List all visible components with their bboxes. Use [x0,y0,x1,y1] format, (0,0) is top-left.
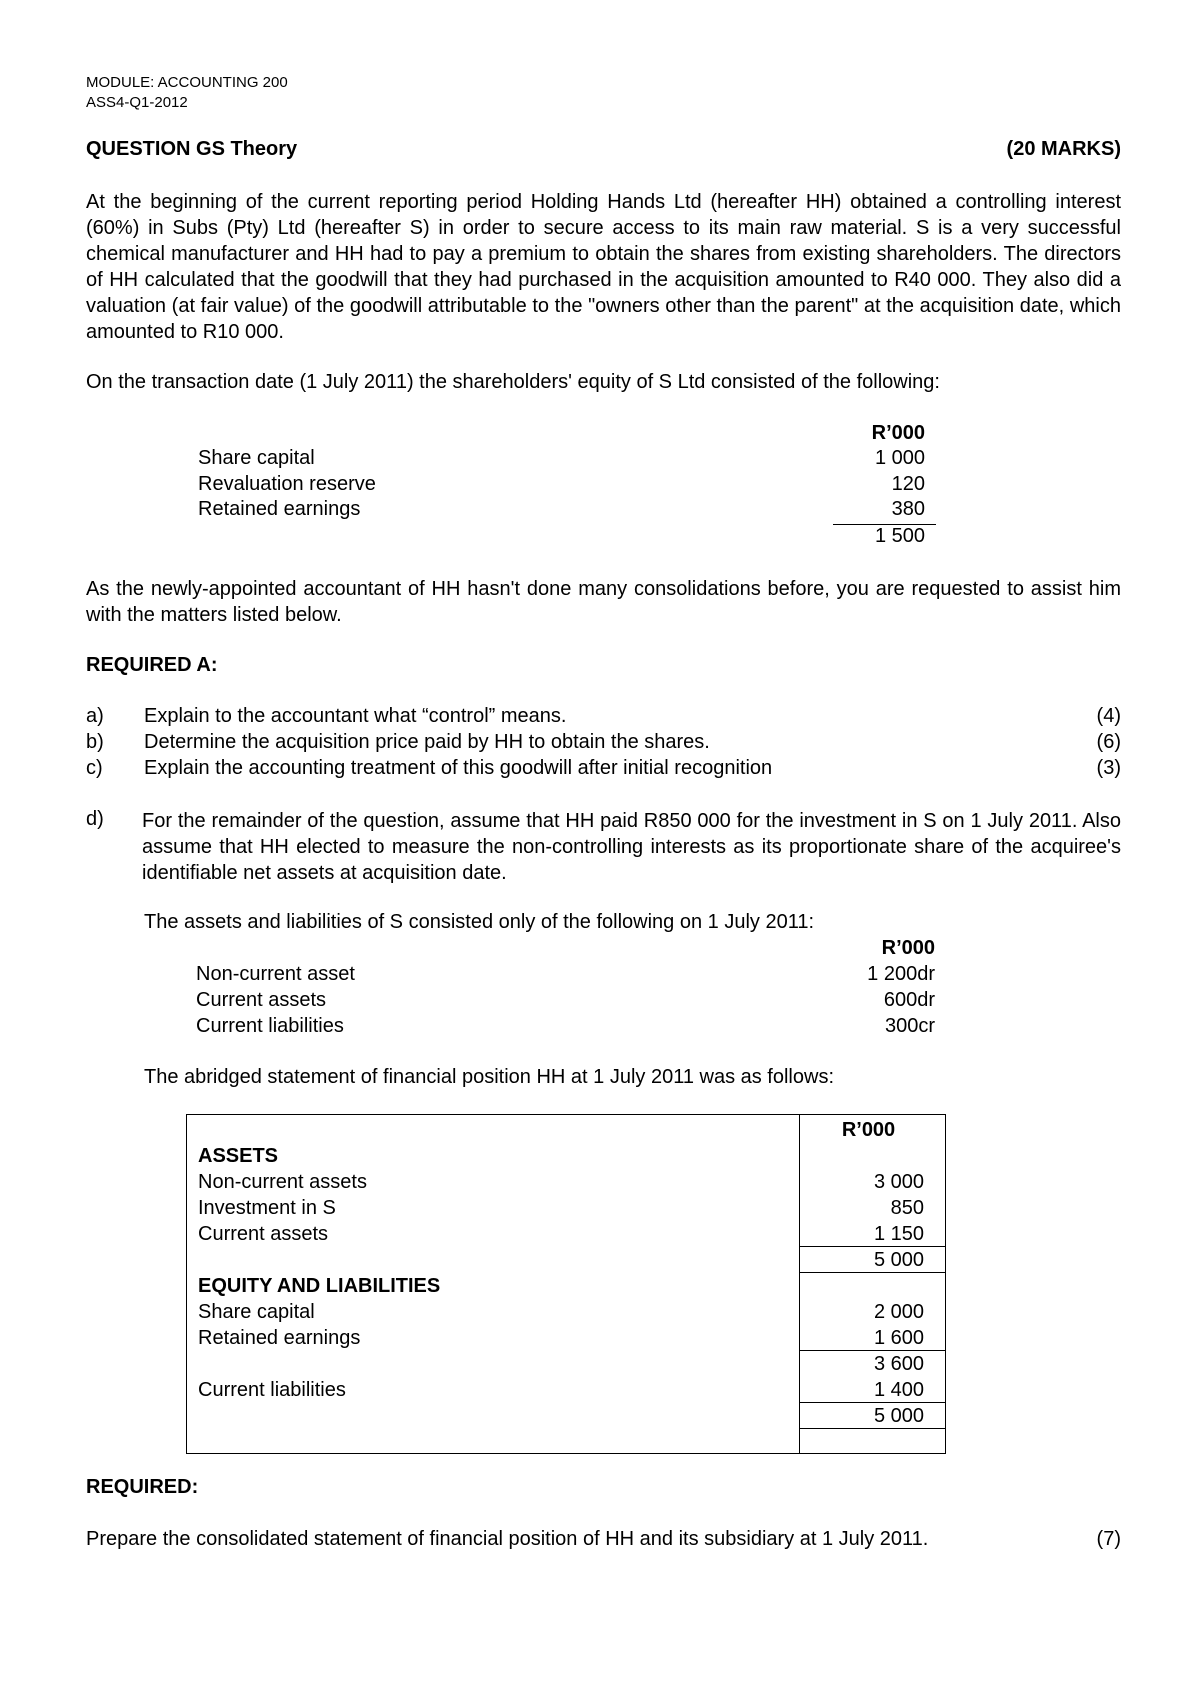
required-marks: (7) [1096,1528,1121,1550]
item-letter: c) [86,757,103,779]
sfp-row-value: 1 400 [873,1379,924,1401]
sfp-row-value: 1 150 [873,1223,924,1245]
item-marks: (3) [1096,757,1121,779]
asset-row-label: Non-current asset [196,963,355,985]
equity-row-label: Share capital [198,447,315,469]
equity-total: 1 500 [874,525,925,547]
sfp-intro: The abridged statement of financial position HH at 1 July 2011 was as follows: [144,1066,834,1088]
asset-row-value: 600dr [883,989,935,1011]
sfp-eq-total: 5 000 [873,1405,924,1427]
equity-row-value: 120 [891,473,925,495]
transaction-paragraph: On the transaction date (1 July 2011) the shareholders' equity of S Ltd consisted of the following: [86,371,940,393]
sfp-row-label: Current liabilities [198,1379,346,1401]
sfp-rule [799,1428,946,1429]
item-letter: a) [86,705,104,727]
assignment-code: ASS4-Q1-2012 [86,94,188,111]
sfp-row-value: 2 000 [873,1301,924,1323]
item-marks: (4) [1096,705,1121,727]
sfp-rule [799,1272,946,1273]
sfp-row-value: 1 600 [873,1327,924,1349]
assets-intro: The assets and liabilities of S consisted only of the following on 1 July 2011: [144,911,815,933]
sfp-row-label: Current assets [198,1223,329,1245]
equity-unit-header: R’000 [871,422,925,444]
sfp-unit-header: R’000 [841,1119,896,1141]
sfp-assets-total: 5 000 [873,1249,924,1271]
sfp-equity-subtotal: 3 600 [873,1353,924,1375]
assist-paragraph: As the newly-appointed accountant of HH hasn't done many consolidations before, you are requested to assist him with the matters listed below. [86,578,1121,626]
required-text: Prepare the consolidated statement of financial position of HH and its subsidiary at 1 July 2011. [86,1528,929,1550]
asset-row-value: 300cr [884,1015,935,1037]
module-header: MODULE: ACCOUNTING 200 [86,74,288,91]
sfp-row-value: 3 000 [873,1171,924,1193]
assets-unit-header: R’000 [881,937,935,959]
asset-row-label: Current liabilities [196,1015,344,1037]
asset-row-value: 1 200dr [867,963,935,985]
sfp-row-label: Share capital [198,1301,315,1323]
item-letter: b) [86,731,104,753]
required-heading: REQUIRED: [86,1476,199,1498]
sfp-row-label: Retained earnings [198,1327,361,1349]
sfp-rule [799,1246,946,1247]
item-text: Explain to the accountant what “control” means. [144,705,567,727]
sfp-row-value: 850 [890,1197,924,1219]
sfp-assets-heading: ASSETS [198,1145,279,1167]
item-text: Explain the accounting treatment of this goodwill after initial recognition [144,757,773,779]
item-text: Determine the acquisition price paid by HH to obtain the shares. [144,731,710,753]
equity-row-label: Revaluation reserve [198,473,376,495]
sfp-rule [799,1402,946,1403]
sfp-rule [799,1350,946,1351]
question-title: QUESTION GS Theory [86,138,298,160]
question-marks: (20 MARKS) [1006,138,1121,160]
sfp-eq-heading: EQUITY AND LIABILITIES [198,1275,441,1297]
part-d-letter: d) [86,808,104,830]
item-marks: (6) [1096,731,1121,753]
equity-row-value: 380 [891,498,925,520]
asset-row-label: Current assets [196,989,327,1011]
equity-row-value: 1 000 [874,447,925,469]
sfp-table [186,1114,946,1454]
required-a-heading: REQUIRED A: [86,654,218,676]
sfp-row-label: Non-current assets [198,1171,367,1193]
part-d-text: For the remainder of the question, assume that HH paid R850 000 for the investment in S on 1 July 2011. Also assume that HH elected to measure the non-controlling interests as its proportionate share of the acquiree's identifiable net assets at acquisition date. [142,810,1121,884]
equity-row-label: Retained earnings [198,498,361,520]
sfp-row-label: Investment in S [198,1197,336,1219]
intro-paragraph: At the beginning of the current reporting period Holding Hands Ltd (hereafter HH) obtained a controlling interest (60%) in Subs (Pty) Ltd (hereafter S) in order to secure access to its main raw material. S is a very successful chemical manufacturer and HH had to pay a premium to obtain the shares from existing shareholders. The directors of HH calculated that the goodwill that they had purchased in the acquisition amounted to R40 000. They also did a valuation (at fair value) of the goodwill attributable to the "owners other than the parent" at the acquisition date, which amounted to R10 000. [86,191,1121,343]
